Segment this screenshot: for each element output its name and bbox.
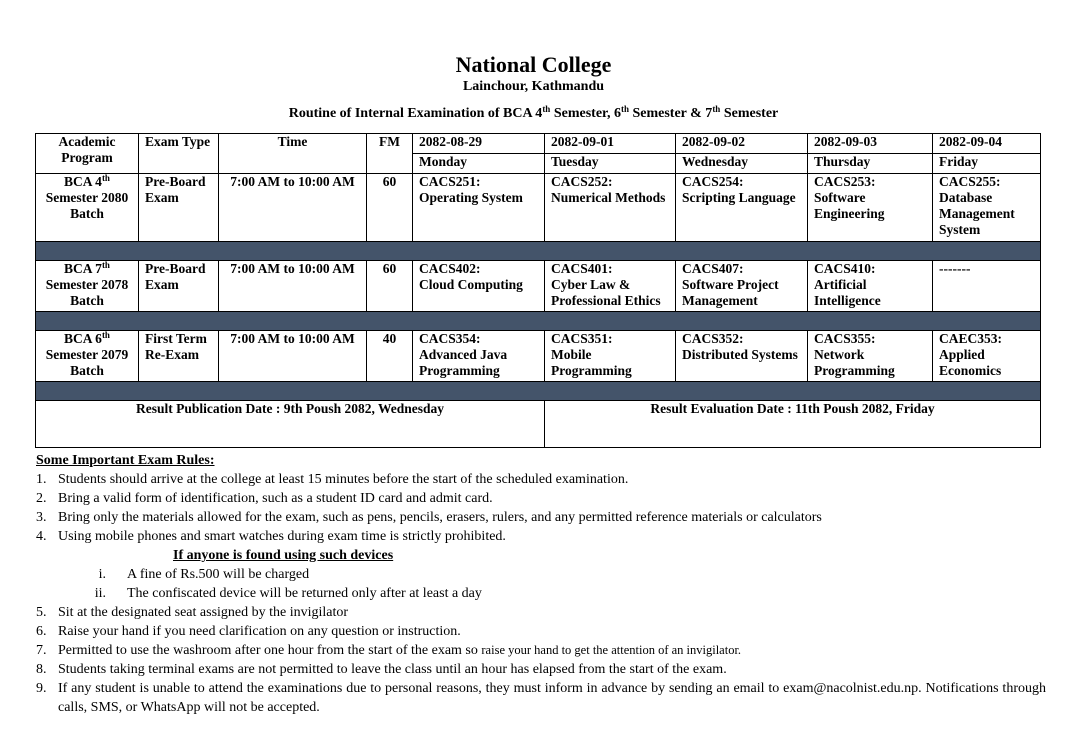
list-item: 4. Using mobile phones and smart watches during exam time is strictly prohibited. [36,529,506,544]
result-row [36,401,1041,448]
header-date: 2082-09-02 [676,134,808,154]
header-date: 2082-09-03 [808,134,933,154]
subject-cell: CACS254: Scripting Language [676,174,808,242]
exam-type-cell: Pre-Board Exam [139,261,219,312]
subject-cell: CACS354: Advanced Java Programming [413,331,545,382]
header-time: Time [219,134,367,174]
result-publication-date: Result Publication Date : 9th Poush 2082, Wednesday [36,401,545,448]
fm-cell: 40 [367,331,413,382]
subject-cell: CACS253: Software Engineering [808,174,933,242]
table-row [36,331,1041,382]
header-date: 2082-09-04 [933,134,1041,154]
list-item: 9. If any student is unable to attend the examinations due to personal reasons, they must inform in advance by sending an email to exam@nacolnist.edu.np. Notifications through calls, SMS, or WhatsApp will not be accepted. [36,681,1046,715]
separator-row [36,382,1041,401]
separator-bar [36,242,1041,261]
time-cell: 7:00 AM to 10:00 AM [219,261,367,312]
header-date: 2082-08-29 [413,134,545,154]
list-item: 5. Sit at the designated seat assigned by the invigilator [36,605,349,620]
exam-type-cell: Pre-Board Exam [139,174,219,242]
header-day: Tuesday [545,154,676,174]
time-cell: 7:00 AM to 10:00 AM [219,331,367,382]
subject-cell: CACS401: Cyber Law & Professional Ethics [545,261,676,312]
subject-cell: CACS251: Operating System [413,174,545,242]
header-exam-type: Exam Type [139,134,219,174]
header-day: Friday [933,154,1041,174]
header-day: Thursday [808,154,933,174]
subject-cell: CACS351: Mobile Programming [545,331,676,382]
exam-type-cell: First Term Re-Exam [139,331,219,382]
list-item: 7. Permitted to use the washroom after one hour from the start of the exam so raise your hand to get the attention of an invigilator. [36,643,742,658]
header-fm: FM [367,134,413,174]
exam-rules [36,451,1046,717]
separator-row [36,312,1041,331]
subject-cell: CACS410: Artificial Intelligence [808,261,933,312]
routine-table [35,133,1041,448]
subject-cell: CACS407: Software Project Management [676,261,808,312]
subject-cell: CAEC353: Applied Economics [933,331,1041,382]
college-name: National College [455,52,612,77]
header-date: 2082-09-01 [545,134,676,154]
academic-program-cell: BCA 7th Semester 2078 Batch [36,261,139,312]
separator-bar [36,382,1041,401]
separator-bar [36,312,1041,331]
rules-heading: Some Important Exam Rules: [36,453,215,468]
list-item: 8. Students taking terminal exams are not permitted to leave the class until an hour has elapsed from the start of the exam. [36,662,727,677]
subject-cell: CACS355: Network Programming [808,331,933,382]
time-cell: 7:00 AM to 10:00 AM [219,174,367,242]
fm-cell: 60 [367,174,413,242]
academic-program-cell: BCA 4th Semester 2080 Batch [36,174,139,242]
academic-program-cell: BCA 6th Semester 2079 Batch [36,331,139,382]
subject-cell: CACS402: Cloud Computing [413,261,545,312]
list-item: 2. Bring a valid form of identification, such as a student ID card and admit card. [36,491,493,506]
subject-cell: CACS352: Distributed Systems [676,331,808,382]
table-row [36,261,1041,312]
college-address: Lainchour, Kathmandu [462,79,605,94]
list-item: 3. Bring only the materials allowed for the exam, such as pens, pencils, erasers, rulers, and any permitted reference materials or calculators [36,510,822,525]
subject-cell: CACS252: Numerical Methods [545,174,676,242]
subject-cell: ------- [933,261,1041,312]
fm-cell: 60 [367,261,413,312]
separator-row [36,242,1041,261]
list-item: 1. Students should arrive at the college at least 15 minutes before the start of the scheduled examination. [36,472,629,487]
header-day: Wednesday [676,154,808,174]
result-evaluation-date: Result Evaluation Date : 11th Poush 2082, Friday [545,401,1041,448]
table-row [36,174,1041,242]
header-row-dates [36,134,1041,154]
header-academic-program: Academic Program [36,134,139,174]
list-item: 6. Raise your hand if you need clarification on any question or instruction. [36,624,461,639]
subject-cell: CACS255: Database Management System [933,174,1041,242]
header-day: Monday [413,154,545,174]
devices-sub-heading: If anyone is found using such devices [173,548,394,563]
list-item: ii. The confiscated device will be returned only after at least a day [94,586,482,601]
routine-title: Routine of Internal Examination of BCA 4th Semester, 6th Semester & 7th Semester [288,104,779,121]
list-item: i. A fine of Rs.500 will be charged [98,567,310,582]
